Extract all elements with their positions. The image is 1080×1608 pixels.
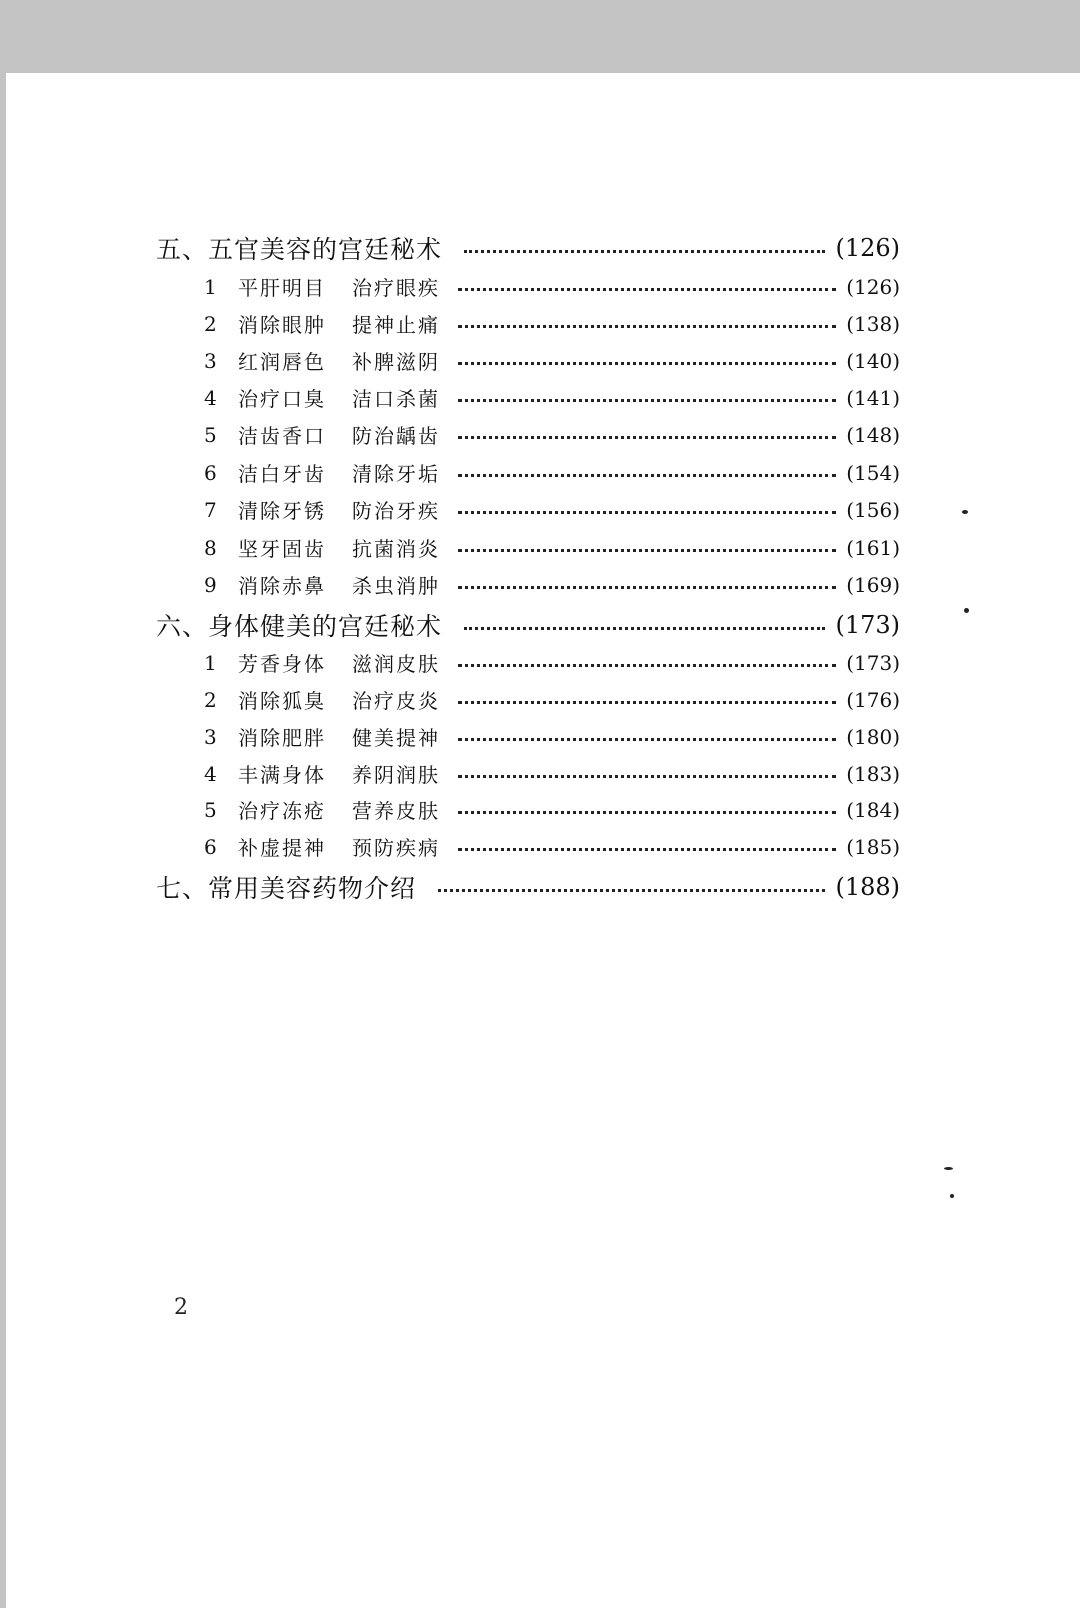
toc-item-title-right: 洁口杀菌: [352, 387, 440, 411]
toc-item-title-left: 消除肥胖: [238, 726, 326, 750]
toc-item-number: 1: [204, 650, 217, 675]
toc-page-number: (180): [846, 724, 900, 749]
dot-leader: [458, 584, 836, 589]
toc-item: [204, 533, 900, 562]
toc-page-number: (188): [835, 873, 900, 901]
viewer-top-bar: [0, 0, 1080, 73]
dot-leader: [458, 547, 836, 552]
toc-item-title-left: 消除赤鼻: [238, 574, 326, 598]
dot-leader: [464, 248, 825, 253]
toc-section-title: 五、五官美容的宫廷秘术: [156, 235, 443, 264]
dot-leader: [458, 360, 836, 365]
toc-item-title-right: 滋润皮肤: [352, 652, 440, 676]
toc-section: [156, 869, 900, 905]
toc-item-title-left: 坚牙固齿: [238, 537, 326, 561]
toc-item-title-right: 防治龋齿: [352, 424, 440, 448]
toc-page-number: (126): [835, 234, 900, 262]
toc-item: [204, 648, 900, 677]
toc-item-title-left: 洁白牙齿: [238, 462, 326, 486]
toc-item-number: 3: [204, 348, 217, 373]
toc-section-title: 六、身体健美的宫廷秘术: [156, 612, 443, 641]
toc-item-number: 7: [204, 497, 217, 522]
toc-item-number: 6: [204, 460, 217, 485]
toc-item-number: 9: [204, 572, 217, 597]
toc-page-number: (126): [846, 274, 900, 299]
toc-item-title-left: 红润唇色: [238, 350, 326, 374]
dot-leader: [458, 434, 836, 439]
dot-leader: [458, 397, 836, 402]
dot-leader: [458, 286, 836, 291]
toc-page-number: (169): [846, 572, 900, 597]
toc-item: [204, 272, 900, 301]
document-page: [6, 73, 1080, 1608]
dot-leader: [458, 846, 836, 851]
dot-leader: [458, 662, 836, 667]
toc-page-number: (148): [846, 422, 900, 447]
toc-section-title: 七、常用美容药物介绍: [156, 874, 417, 903]
dot-leader: [458, 809, 836, 814]
toc-item: [204, 383, 900, 412]
toc-page-number: (161): [846, 535, 900, 560]
toc-item: [204, 570, 900, 599]
toc-item-title-right: 提神止痛: [352, 313, 440, 337]
toc-item-title-right: 健美提神: [352, 726, 440, 750]
dot-leader: [458, 509, 836, 514]
toc-item-title-left: 平肝明目: [238, 276, 326, 300]
toc-page-number: (184): [846, 797, 900, 822]
toc-item-title-right: 补脾滋阴: [352, 350, 440, 374]
scan-speck: [964, 608, 969, 613]
toc-page-number: (176): [846, 687, 900, 712]
toc-item-number: 2: [204, 311, 217, 336]
toc-item-number: 8: [204, 535, 217, 560]
dot-leader: [458, 323, 836, 328]
toc-item-number: 5: [204, 797, 217, 822]
toc-page-number: (154): [846, 460, 900, 485]
toc-item-title-left: 清除牙锈: [238, 499, 326, 523]
toc-page-number: (138): [846, 311, 900, 336]
toc-item: [204, 346, 900, 375]
toc-item: [204, 309, 900, 338]
scan-speck: [950, 1194, 954, 1198]
toc-item-title-right: 治疗皮炎: [352, 689, 440, 713]
toc-item-number: 3: [204, 724, 217, 749]
toc-item: [204, 722, 900, 751]
toc-item-title-right: 治疗眼疾: [352, 276, 440, 300]
toc-item: [204, 495, 900, 524]
toc-item-title-right: 预防疾病: [352, 836, 440, 860]
toc-section: [156, 607, 900, 643]
toc-item-number: 4: [204, 761, 217, 786]
toc-item: [204, 759, 900, 788]
toc-section: [156, 230, 900, 266]
toc-item-title-right: 防治牙疾: [352, 499, 440, 523]
toc-item-title-right: 营养皮肤: [352, 799, 440, 823]
scan-speck: [962, 510, 968, 514]
dot-leader: [458, 472, 836, 477]
dot-leader: [438, 887, 825, 892]
toc-page-number: (173): [835, 611, 900, 639]
toc-item-title-right: 清除牙垢: [352, 462, 440, 486]
toc-item-number: 2: [204, 687, 217, 712]
toc-page-number: (173): [846, 650, 900, 675]
toc-item-title-right: 养阴润肤: [352, 763, 440, 787]
toc-item-title-left: 治疗冻疮: [238, 799, 326, 823]
toc-item-title-right: 抗菌消炎: [352, 537, 440, 561]
toc-item-number: 1: [204, 274, 217, 299]
toc-item: [204, 458, 900, 487]
dot-leader: [458, 736, 836, 741]
toc-item-title-left: 治疗口臭: [238, 387, 326, 411]
toc-item: [204, 685, 900, 714]
toc-item: [204, 832, 900, 861]
toc-item-number: 4: [204, 385, 217, 410]
toc-item-number: 5: [204, 422, 217, 447]
toc-page-number: (156): [846, 497, 900, 522]
toc-item-title-left: 丰满身体: [238, 763, 326, 787]
toc-item-title-left: 消除狐臭: [238, 689, 326, 713]
toc-item: [204, 795, 900, 824]
toc-item-title-left: 洁齿香口: [238, 424, 326, 448]
dot-leader: [458, 699, 836, 704]
toc-item-title-left: 消除眼肿: [238, 313, 326, 337]
toc-page-number: (140): [846, 348, 900, 373]
toc-item-title-left: 补虚提神: [238, 836, 326, 860]
page-number: 2: [174, 1295, 188, 1320]
dot-leader: [464, 625, 825, 630]
toc-item-title-left: 芳香身体: [238, 652, 326, 676]
toc-item-number: 6: [204, 834, 217, 859]
dot-leader: [458, 773, 836, 778]
scan-speck: [944, 1167, 953, 1170]
toc-item: [204, 420, 900, 449]
toc-item-title-right: 杀虫消肿: [352, 574, 440, 598]
toc-page-number: (183): [846, 761, 900, 786]
toc-page-number: (185): [846, 834, 900, 859]
toc-page-number: (141): [846, 385, 900, 410]
